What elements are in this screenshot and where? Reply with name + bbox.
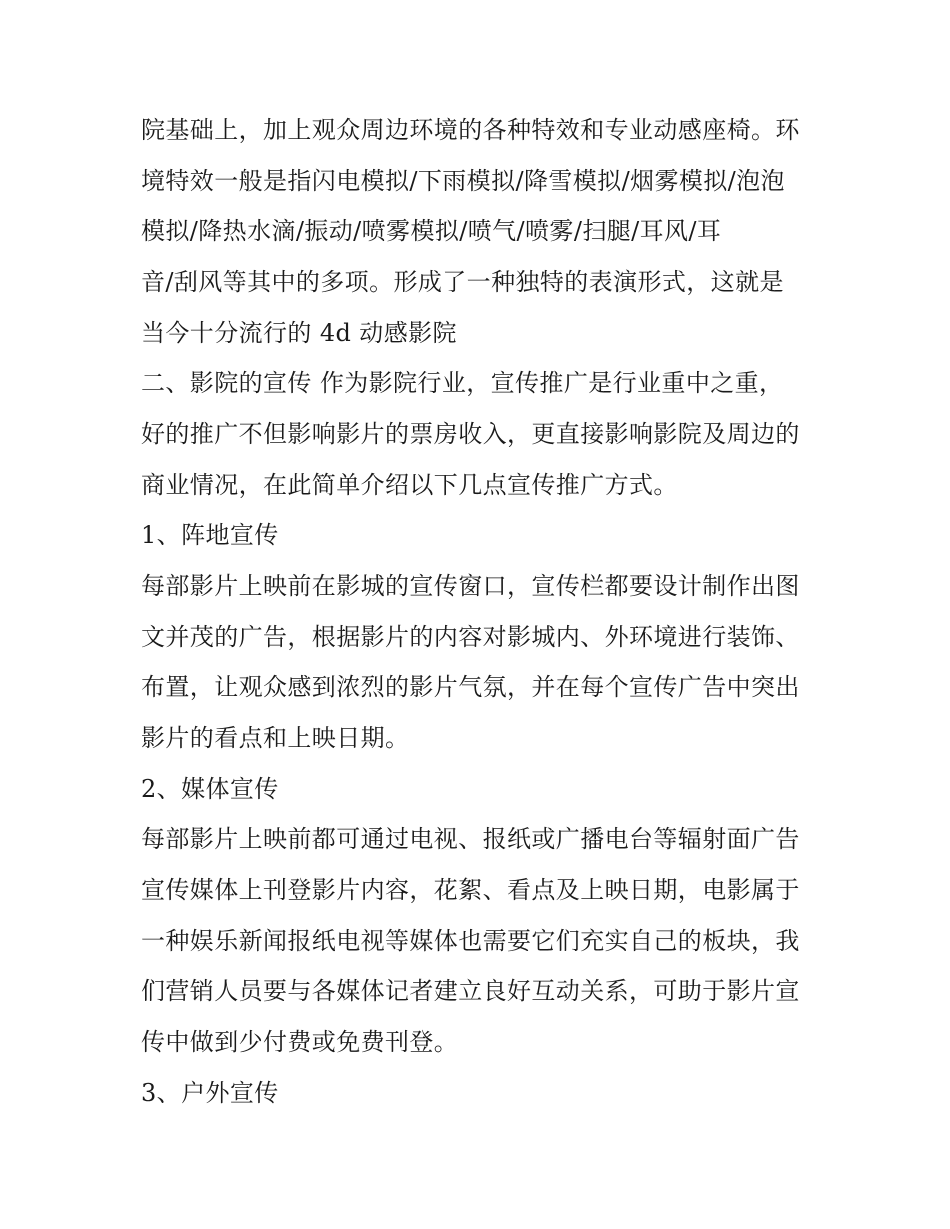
paragraph-line: 宣传媒体上刊登影片内容，花絮、看点及上映日期，电影属于	[141, 876, 800, 904]
paragraph-line: 每部影片上映前都可通过电视、报纸或广播电台等辐射面广告	[141, 825, 800, 853]
paragraph-line: 商业情况，在此简单介绍以下几点宣传推广方式。	[141, 471, 678, 499]
paragraph-line: 一种娱乐新闻报纸电视等媒体也需要它们充实自己的板块，我	[141, 927, 800, 955]
subsection-heading: 3、户外宣传	[141, 1079, 279, 1107]
section-heading: 二、影院的宣传 作为影院行业，宣传推广是行业重中之重，	[141, 369, 784, 397]
paragraph-line: 音/刮风等其中的多项。形成了一种独特的表演形式，这就是	[141, 268, 784, 296]
subsection-heading: 2、媒体宣传	[141, 775, 279, 803]
paragraph-line: 们营销人员要与各媒体记者建立良好互动关系，可助于影片宣	[141, 977, 800, 1005]
paragraph-line: 院基础上，加上观众周边环境的各种特效和专业动感座椅。环	[141, 116, 800, 144]
paragraph-line: 模拟/降热水滴/振动/喷雾模拟/喷气/喷雾/扫腿/耳风/耳	[141, 217, 722, 245]
paragraph-line: 每部影片上映前在影城的宣传窗口，宣传栏都要设计制作出图	[141, 572, 800, 600]
paragraph-line: 影片的看点和上映日期。	[141, 724, 410, 752]
paragraph-line: 传中做到少付费或免费刊登。	[141, 1028, 459, 1056]
paragraph-line: 布置，让观众感到浓烈的影片气氛，并在每个宣传广告中突出	[141, 673, 800, 701]
paragraph-line: 境特效一般是指闪电模拟/下雨模拟/降雪模拟/烟雾模拟/泡泡	[141, 167, 785, 195]
paragraph-line: 当今十分流行的 4d 动感影院	[141, 319, 457, 347]
paragraph-line: 文并茂的广告，根据影片的内容对影城内、外环境进行装饰、	[141, 623, 800, 651]
subsection-heading: 1、阵地宣传	[141, 521, 279, 549]
paragraph-line: 好的推广不但影响影片的票房收入，更直接影响影院及周边的	[141, 420, 800, 448]
